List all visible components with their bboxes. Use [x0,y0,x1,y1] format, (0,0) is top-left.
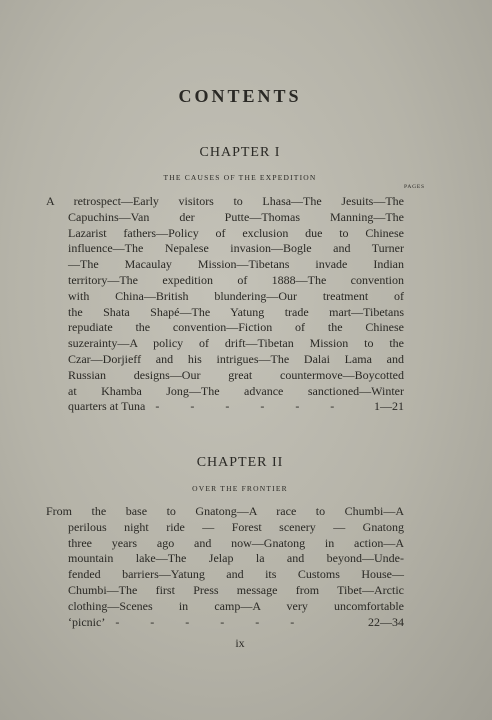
summary-line: with China—British blundering—Our treatment of [68,288,404,303]
summary-line: mountain lake—The Jelap la and beyond—Unde- [68,551,404,566]
chapter-1-page-range: 1—21 [374,399,404,414]
summary-line: suzerainty—A policy of drift—Tibetan Mission to the [68,336,404,351]
summary-line: the Shata Shapé—The Yatung trade mart—Tibetans [68,304,404,319]
summary-line: fended barriers—Yatung and its Customs House— [68,567,404,582]
summary-line: three years ago and now—Gnatong in action—A [68,535,404,550]
summary-last-line [46,615,404,631]
chapter-1-title: CHAPTER I [199,145,281,160]
summary-line: perilous night ride — Forest scenery — Gnatong [68,519,404,534]
chapter-2-title: CHAPTER II [196,455,284,470]
summary-line: at Khamba Jong—The advance sanctioned—Winter [68,383,404,398]
summary-line: clothing—Scenes in camp—A very uncomfortable [68,598,404,613]
summary-line: repudiate the convention—Fiction of the Chinese [68,320,404,335]
summary-line: A retrospect—Early visitors to Lhasa—The Jesuits—The [46,194,404,208]
chapter-2-summary [46,504,404,630]
chapter-2-subtitle: OVER THE FRONTIER [192,484,288,493]
summary-line: Chumbi—The first Press message from Tibet—Arctic [68,582,404,597]
summary-last-line [46,399,404,415]
summary-line: Czar—Dorjieff and his intrigues—The Dalai Lama and [68,351,404,366]
leader-dots: - - - - - - [155,399,349,414]
leader-dots: - - - - - - [115,614,309,629]
chapter-1-subtitle: THE CAUSES OF THE EXPEDITION [163,173,317,182]
chapter-1-summary [46,194,404,415]
summary-line: —The Macaulay Mission—Tibetans invade Indian [68,257,404,272]
summary-line: territory—The expedition of 1888—The convention [68,272,404,287]
summary-line: quarters at Tuna [68,399,146,414]
summary-line: ‘picnic’ [68,614,106,629]
summary-line: influence—The Nepalese invasion—Bogle and Turner [68,241,404,256]
summary-line: Russian designs—Our great countermove—Boycotted [68,367,404,382]
pages-column-label: PAGES [404,184,425,190]
page-number: ix [235,636,245,650]
summary-line: From the base to Gnatong—A race to Chumbi—A [46,504,404,518]
summary-line: Capuchins—Van der Putte—Thomas Manning—The [68,209,404,224]
summary-line: Lazarist fathers—Policy of exclusion due to Chinese [68,225,404,240]
contents-heading: CONTENTS [178,86,302,106]
chapter-2-page-range: 22—34 [368,614,404,629]
